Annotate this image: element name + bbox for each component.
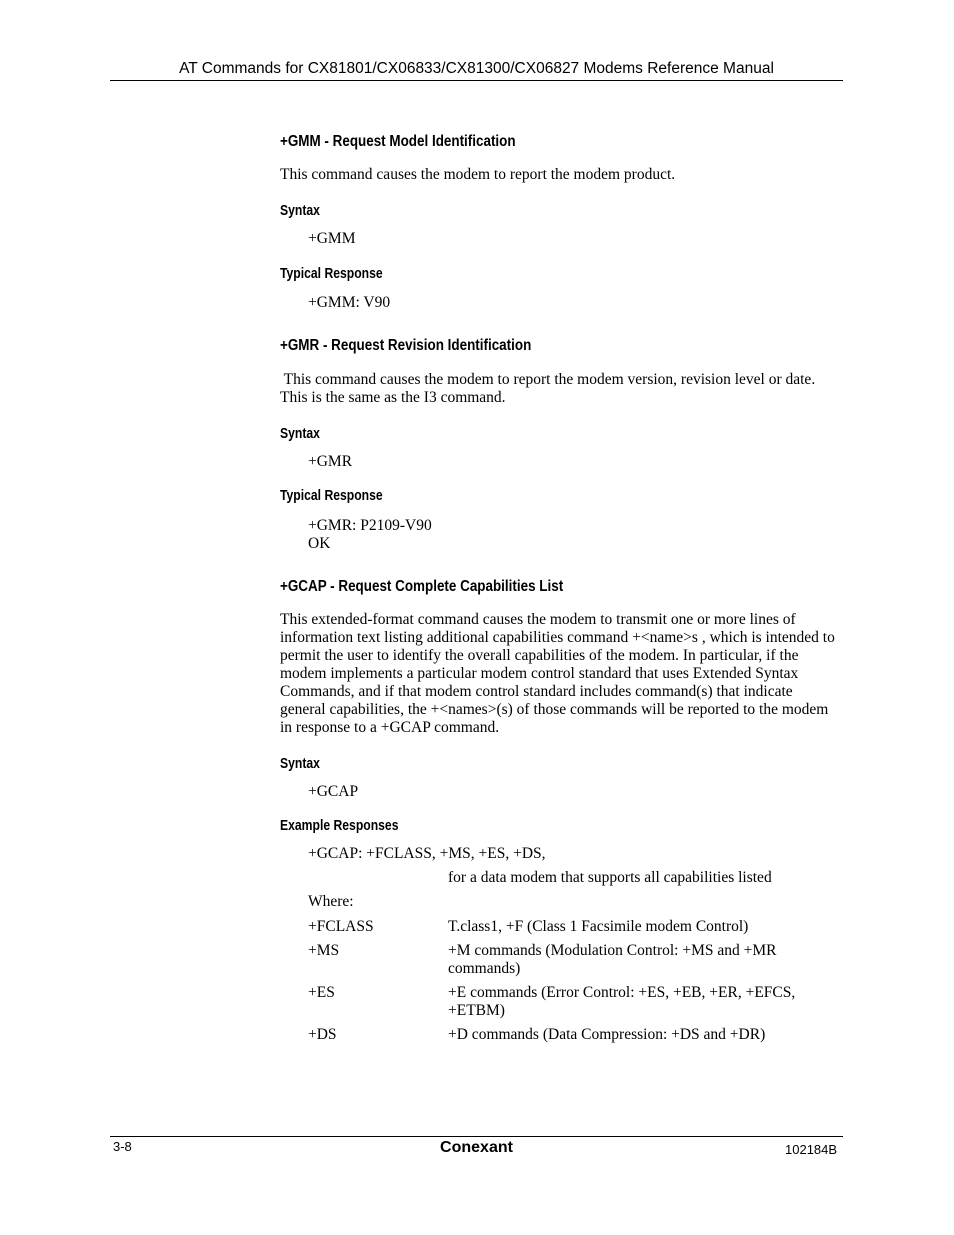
gmr-syntax-label: Syntax (280, 426, 320, 442)
definition-term: +MS (308, 942, 340, 959)
gcap-where-label: Where: (308, 893, 354, 910)
header-rule (110, 80, 843, 81)
gcap-description-line: general capabilities, the +<names>(s) of those commands will be reported to the modem (280, 701, 829, 718)
definition-term: +ES (308, 984, 335, 1001)
footer-rule (110, 1136, 843, 1137)
definition-desc: T.class1, +F (Class 1 Facsimile modem Control) (448, 918, 749, 935)
document-number: 102184B (785, 1142, 838, 1157)
definition-desc: commands) (448, 960, 521, 977)
gmr-syntax: +GMR (308, 453, 353, 470)
gcap-syntax-label: Syntax (280, 756, 320, 772)
gcap-examples-label: Example Responses (280, 818, 399, 834)
gmr-description-line: This command causes the modem to report the modem version, revision level or date. (280, 371, 816, 388)
definition-desc: +E commands (Error Control: +ES, +EB, +ER, +EFCS, (448, 984, 796, 1001)
running-header: AT Commands for CX81801/CX06833/CX81300/CX06827 Modems Reference Manual (179, 60, 774, 77)
page-number: 3-8 (113, 1139, 132, 1154)
definition-term: +DS (308, 1026, 337, 1043)
definition-desc: +ETBM) (448, 1002, 505, 1019)
gmm-description: This command causes the modem to report the modem product. (280, 166, 676, 183)
definition-desc: +M commands (Modulation Control: +MS and +MR (448, 942, 777, 959)
gcap-description-line: in response to a +GCAP command. (280, 719, 500, 736)
gmm-syntax: +GMM (308, 230, 356, 247)
gcap-description-line: This extended-format command causes the modem to transmit one or more lines of (280, 611, 796, 628)
gcap-syntax: +GCAP (308, 783, 359, 800)
gmr-response-label: Typical Response (280, 488, 383, 504)
gcap-heading: +GCAP - Request Complete Capabilities List (280, 578, 564, 595)
gmr-response-line: +GMR: P2109-V90 (308, 517, 432, 534)
gcap-description-line: modem implements a particular modem control standard that uses Extended Syntax (280, 665, 799, 682)
gcap-example-response: +GCAP: +FCLASS, +MS, +ES, +DS, (308, 845, 546, 862)
gmr-description-line: This is the same as the I3 command. (280, 389, 506, 406)
gmm-syntax-label: Syntax (280, 203, 320, 219)
definition-desc: +D commands (Data Compression: +DS and +DR) (448, 1026, 766, 1043)
gmm-heading: +GMM - Request Model Identification (280, 133, 516, 150)
gcap-description-line: information text listing additional capabilities command +<name>s , which is intended to (280, 629, 835, 646)
gmm-response-label: Typical Response (280, 266, 383, 282)
definition-term: +FCLASS (308, 918, 374, 935)
gcap-example-note: for a data modem that supports all capabilities listed (448, 869, 772, 886)
gmr-response-line: OK (308, 535, 331, 552)
gmr-heading: +GMR - Request Revision Identification (280, 337, 532, 354)
gcap-description-line: Commands, and if that modem control standard includes command(s) that indicate (280, 683, 793, 700)
gmm-response: +GMM: V90 (308, 294, 391, 311)
company-name: Conexant (440, 1139, 513, 1156)
gcap-description-line: permit the user to identify the overall capabilities of the modem. In particular, if the (280, 647, 799, 664)
